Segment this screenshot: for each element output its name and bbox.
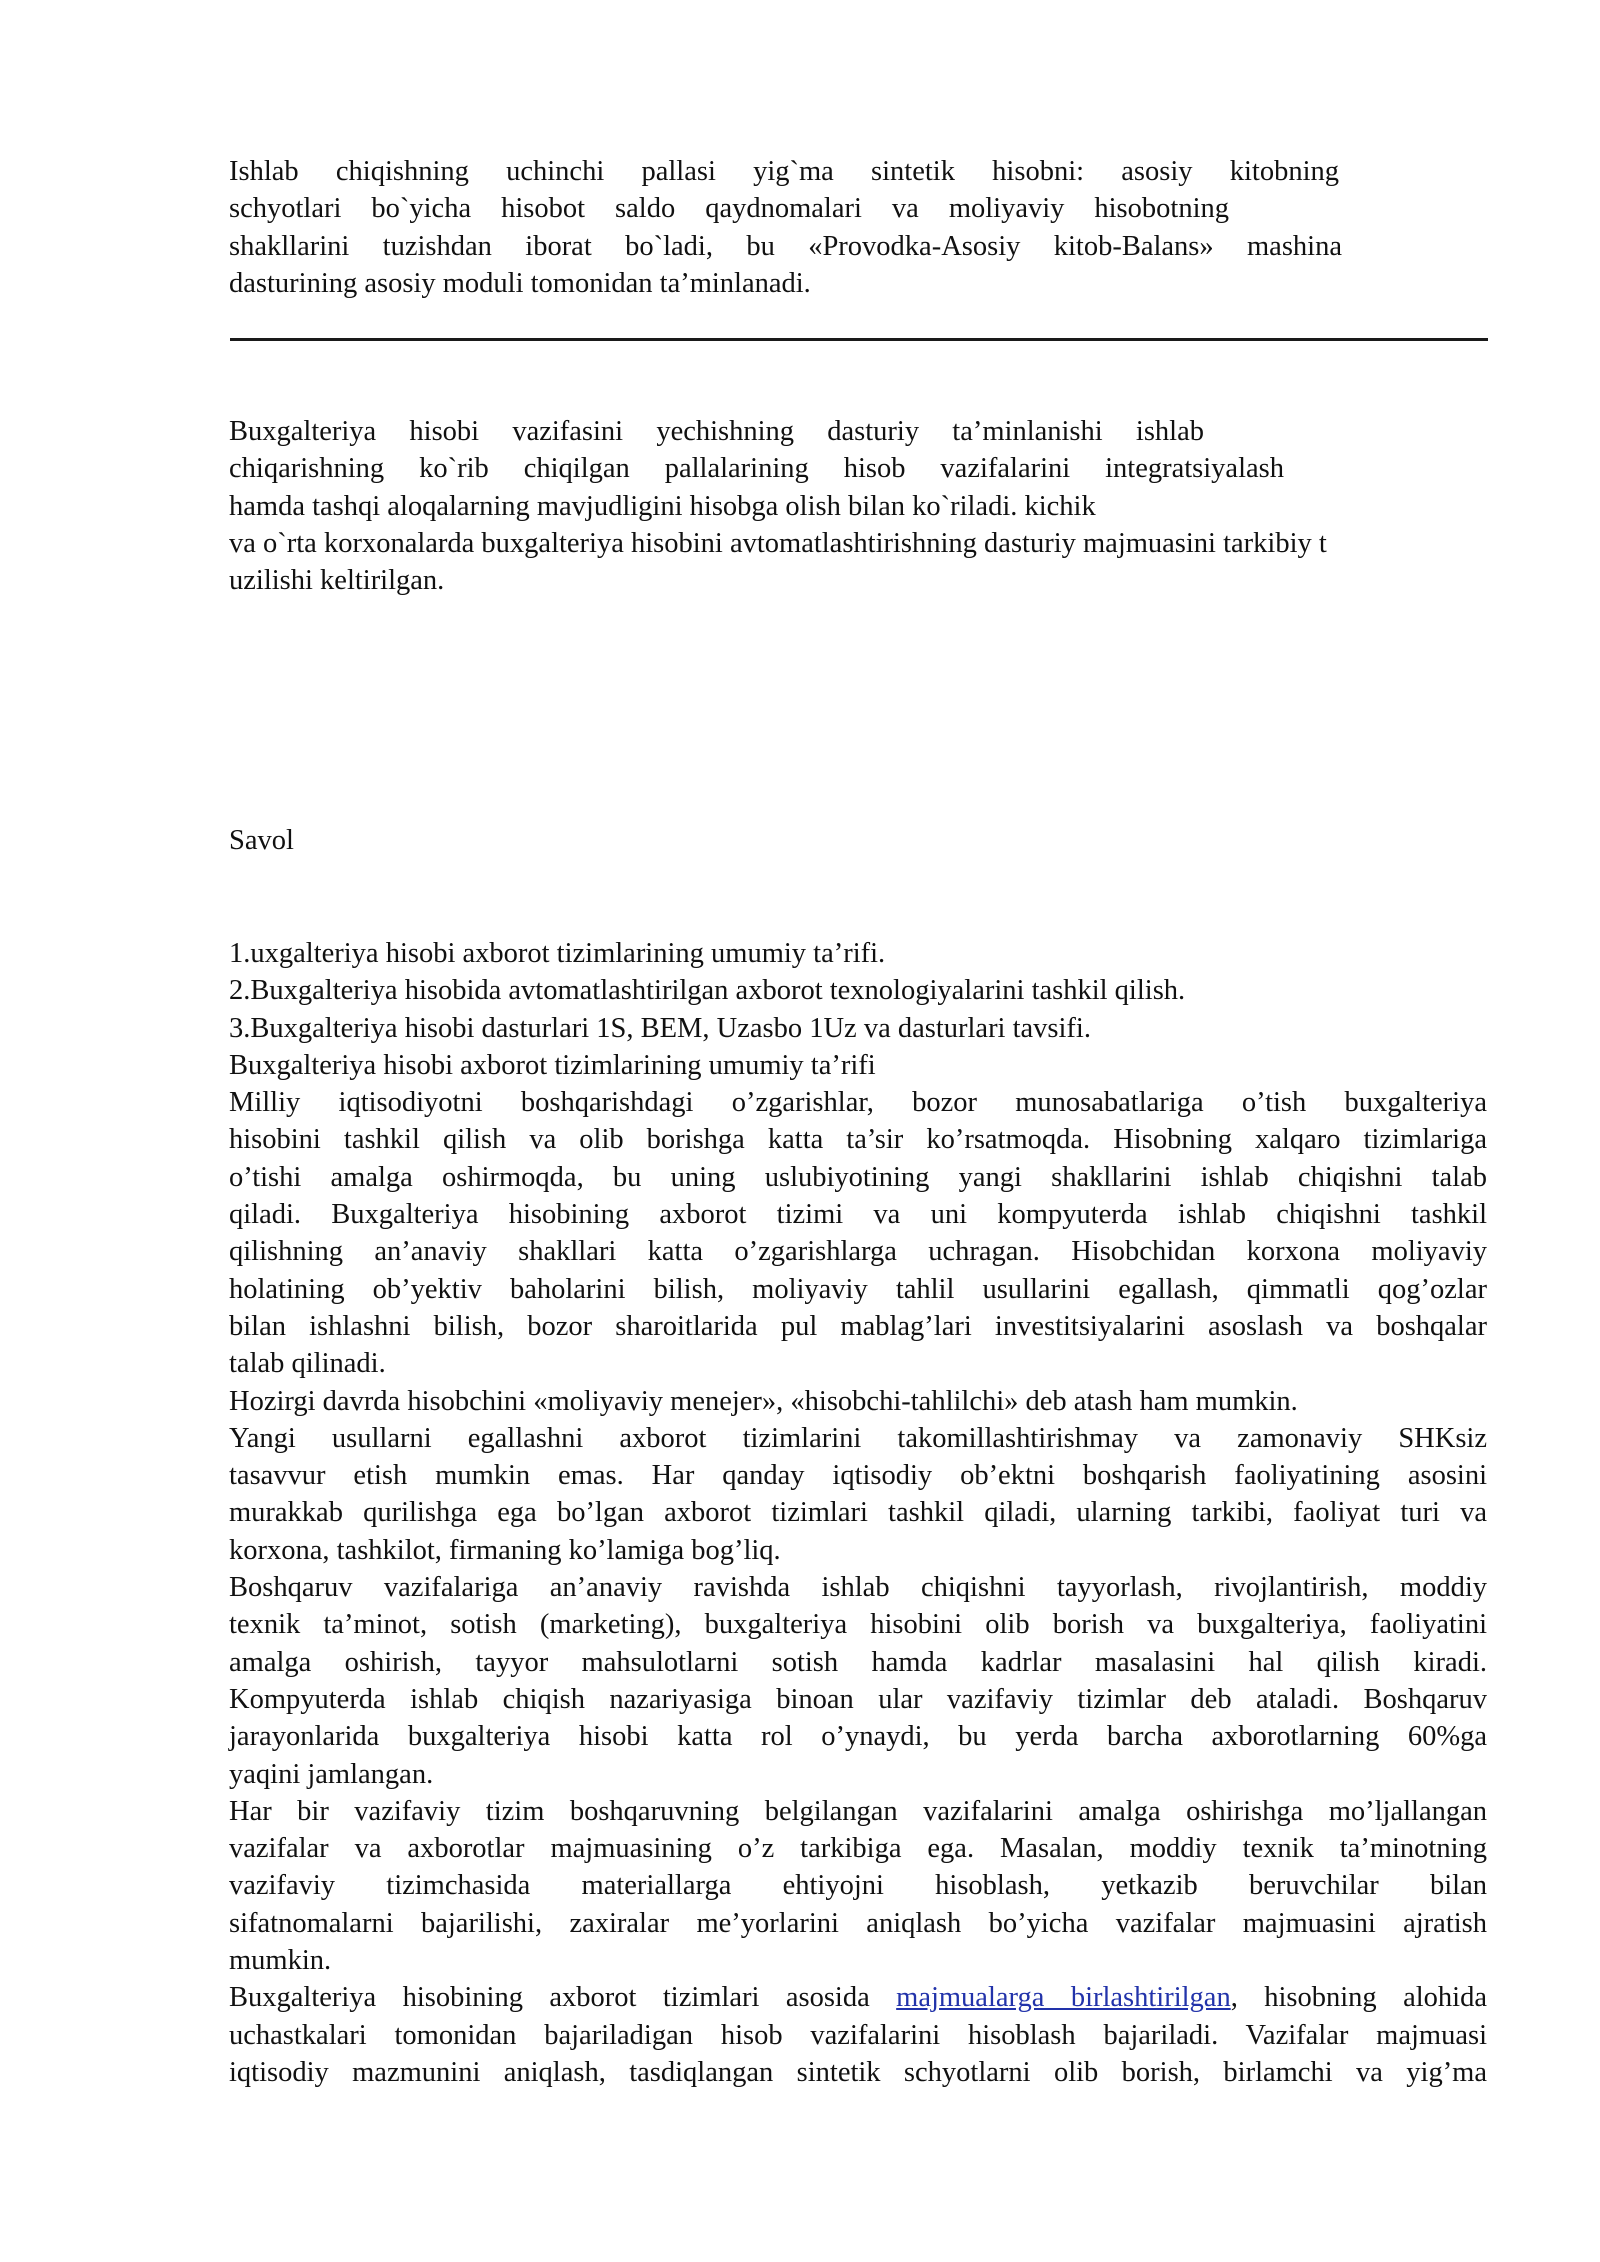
text-line: hamda tashqi aloqalarning mavjudligini hisobga olish bilan ko`riladi. kichik: [229, 490, 1096, 522]
text-line: tasavvur etish mumkin emas. Har qanday iqtisodiy ob’ektni boshqarish faoliyatining asosini: [229, 1460, 1487, 1492]
body-paragraph: [229, 1084, 1487, 1382]
section-heading: Buxgalteriya hisobi axborot tizimlarining umumiy ta’rifi: [229, 1049, 876, 1081]
horizontal-divider: [230, 338, 1488, 341]
text-line: texnik ta’minot, sotish (marketing), buxgalteriya hisobini olib borish va buxgalteriya, faoliyatini: [229, 1609, 1487, 1641]
body-paragraph: [229, 1383, 1487, 1420]
text-line: talab qilinadi.: [229, 1348, 386, 1380]
text-line: sifatnomalarni bajarilishi, zaxiralar me’yorlarini aniqlash bo’yicha vazifalar majmuasini ajratish: [229, 1907, 1487, 1939]
text-line: vazifaviy tizimchasida materiallarga ehtiyojni hisoblash, yetkazib beruvchilar bilan: [229, 1870, 1487, 1902]
text-line: korxona, tashkilot, firmaning ko’lamiga bog’liq.: [229, 1534, 781, 1566]
text-line: vazifalar va axborotlar majmuasining o’z tarkibiga ega. Masalan, moddiy texnik ta’minotning: [229, 1833, 1487, 1865]
question-item: 2.Buxgalteriya hisobida avtomatlashtirilgan axborot texnologiyalarini tashkil qilish.: [229, 975, 1186, 1007]
body-paragraph: [229, 1793, 1487, 1979]
text-line: mumkin.: [229, 1945, 332, 1977]
text-line: qilishning an’anaviy shakllari katta o’zgarishlarga uchragan. Hisobchidan korxona moliyaviy: [229, 1236, 1487, 1268]
text-line: yaqini jamlangan.: [229, 1758, 434, 1790]
savol-text: Savol: [229, 825, 294, 856]
question-item: 3.Buxgalteriya hisobi dasturlari 1S, BEM, Uzasbo 1Uz va dasturlari tavsifi.: [229, 1012, 1091, 1044]
text-line: bilan ishlashni bilish, bozor sharoitlarida pul mablag’lari investitsiyalarini asoslash va boshqalar: [229, 1310, 1487, 1342]
text-line-with-link: [229, 1979, 1487, 2016]
text-line: uchastkalari tomonidan bajariladigan hisob vazifalarini hisoblash bajariladi. Vazifalar majmuasi: [229, 2019, 1487, 2051]
text-line: Boshqaruv vazifalariga an’anaviy ravishda ishlab chiqishni tayyorlash, rivojlantirish, moddiy: [229, 1572, 1487, 1604]
text-line: Kompyuterda ishlab chiqish nazariyasiga binoan ular vazifaviy tizimlar deb ataladi. Boshqaruv: [229, 1683, 1487, 1715]
inline-link[interactable]: majmualarga birlashtirilgan: [896, 1982, 1231, 2014]
text-line: va o`rta korxonalarda buxgalteriya hisobini avtomatlashtirishning dasturiy majmuasini tarkibiy t: [229, 527, 1327, 559]
main-body: [229, 935, 1487, 2091]
body-paragraph: [229, 1420, 1487, 1569]
text-line: iqtisodiy mazmunini aniqlash, tasdiqlangan sintetik schyotlarni olib borish, birlamchi va yig’ma: [229, 2056, 1487, 2088]
text-line: shakllarini tuzishdan iborat bo`ladi, bu «Provodka-Asosiy kitob-Balans» mashina: [229, 230, 1342, 262]
body-paragraph: [229, 1569, 1487, 1793]
text-line: Yangi usullarni egallashni axborot tizimlarini takomillashtirishmay va zamonaviy SHKsiz: [229, 1422, 1487, 1454]
text-line: amalga oshirish, tayyor mahsulotlarni sotish hamda kadrlar masalasini hal qilish kiradi.: [229, 1646, 1487, 1678]
text-line: qiladi. Buxgalteriya hisobining axborot tizimi va uni kompyuterda ishlab chiqishni tashkil: [229, 1199, 1487, 1231]
text-line: schyotlari bo`yicha hisobot saldo qaydnomalari va moliyaviy hisobotning: [229, 193, 1229, 225]
text-line: chiqarishning ko`rib chiqilgan pallalarining hisob vazifalarini integratsiyalash: [229, 453, 1284, 485]
text-line: Milliy iqtisodiyotni boshqarishdagi o’zgarishlar, bozor munosabatlariga o’tish buxgalteriya: [229, 1087, 1487, 1119]
text-line: Har bir vazifaviy tizim boshqaruvning belgilangan vazifalarini amalga oshirishga mo’ljallangan: [229, 1795, 1487, 1827]
text-run: , hisobning alohida: [1230, 1982, 1487, 2014]
second-paragraph: [229, 413, 1429, 599]
text-line: o’tishi amalga oshirmoqda, bu uning uslubiyotining yangi shakllarini ishlab chiqishni talab: [229, 1161, 1487, 1193]
text-line: hisobini tashkil qilish va olib borishga katta ta’sir ko’rsatmoqda. Hisobning xalqaro tizimlariga: [229, 1124, 1487, 1156]
text-line: Buxgalteriya hisobi vazifasini yechishning dasturiy ta’minlanishi ishlab: [229, 416, 1204, 447]
text-line: jarayonlarida buxgalteriya hisobi katta rol o’ynaydi, bu yerda barcha axborotlarning 60%ga: [229, 1721, 1487, 1753]
intro-paragraph: [229, 153, 1342, 302]
text-run: Buxgalteriya hisobining axborot tizimlari asosida: [229, 1982, 897, 2014]
text-line: Hozirgi davrda hisobchini «moliyaviy menejer», «hisobchi-tahlilchi» deb atash ham mumkin.: [229, 1385, 1298, 1417]
body-paragraph: [229, 1979, 1487, 2091]
text-line: uzilishi keltirilgan.: [229, 565, 445, 597]
text-line: dasturining asosiy moduli tomonidan ta’minlanadi.: [229, 267, 811, 299]
text-line: Ishlab chiqishning uchinchi pallasi yig`ma sintetik hisobni: asosiy kitobning: [229, 156, 1339, 187]
text-line: holatining ob’yektiv baholarini bilish, moliyaviy tahlil usullarini egallash, qimmatli qog’ozlar: [229, 1273, 1487, 1305]
question-item: 1.uxgalteriya hisobi axborot tizimlarining umumiy ta’rifi.: [229, 938, 886, 969]
section-label-savol: [229, 822, 294, 859]
text-line: murakkab qurilishga ega bo’lgan axborot tizimlari tashkil qiladi, ularning tarkibi, faoliyat turi va: [229, 1497, 1487, 1529]
